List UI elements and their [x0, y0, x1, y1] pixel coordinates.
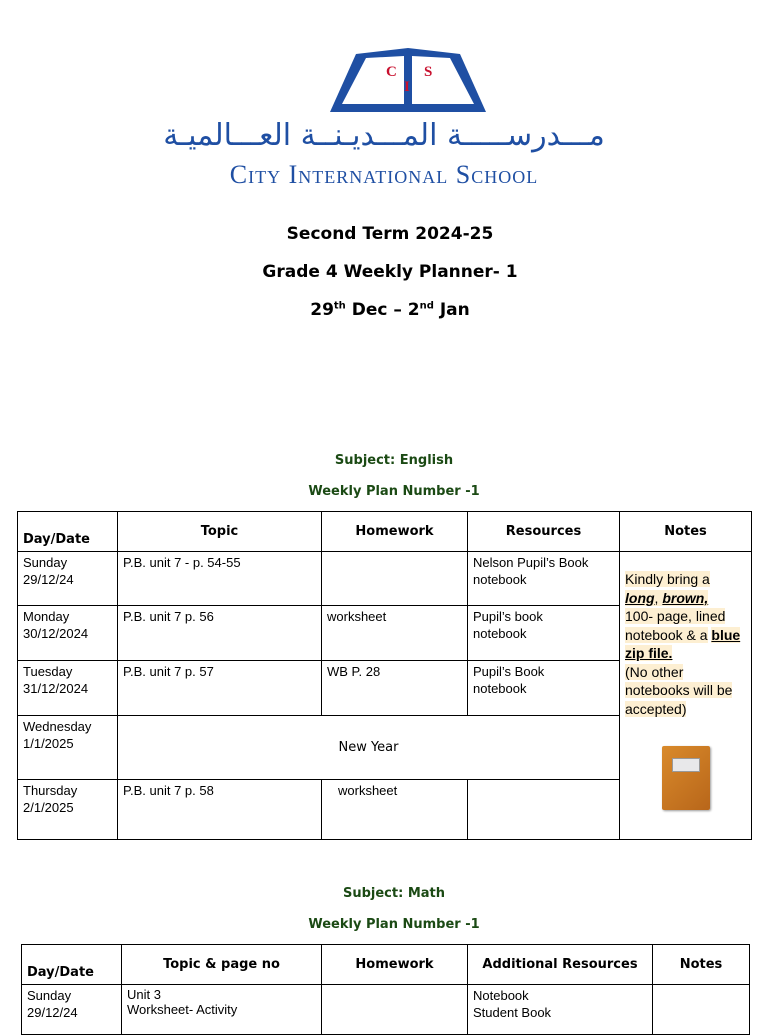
- logo-initial-c: C: [386, 64, 397, 80]
- date-range: 29th Dec – 2nd Jan: [310, 300, 470, 320]
- column-header-homework: Homework: [322, 512, 468, 552]
- topic-cell: Unit 3 Worksheet- Activity: [122, 985, 322, 1035]
- logo-initials: [328, 46, 488, 114]
- homework-cell: [322, 552, 468, 606]
- table-header-row: [18, 512, 752, 552]
- resources-cell: Nelson Pupil’s Book notebook: [468, 552, 620, 606]
- day-cell: Wednesday 1/1/2025: [18, 716, 118, 780]
- homework-cell: worksheet: [322, 780, 468, 840]
- planner-title: Grade 4 Weekly Planner- 1: [262, 262, 518, 282]
- brown-notebook-icon: [662, 746, 710, 810]
- column-header-topic: Topic: [118, 512, 322, 552]
- logo-initial-s: S: [424, 64, 433, 80]
- term-title: Second Term 2024-25: [286, 224, 494, 244]
- english-plan-table: [17, 511, 752, 840]
- table-header-row: [22, 945, 750, 985]
- day-cell: Sunday 29/12/24: [18, 552, 118, 606]
- table-row: [22, 985, 750, 1035]
- column-header-topic: Topic & page no: [122, 945, 322, 985]
- homework-cell: [322, 985, 468, 1035]
- topic-cell: P.B. unit 7 p. 57: [118, 661, 322, 716]
- column-header-resources: Additional Resources: [468, 945, 653, 985]
- resources-cell: [468, 780, 620, 840]
- column-header-notes: Notes: [620, 512, 752, 552]
- topic-cell: P.B. unit 7 p. 56: [118, 606, 322, 661]
- topic-cell: P.B. unit 7 p. 58: [118, 780, 322, 840]
- school-name-english: City International School: [229, 160, 539, 189]
- school-logo: [0, 40, 768, 200]
- english-plan-number: Weekly Plan Number -1: [308, 484, 480, 499]
- day-cell: Sunday 29/12/24: [22, 985, 122, 1035]
- notes-text: Kindly bring a long, brown, 100- page, lined notebook & a blue zip file. (No other notebooks will be accepted): [625, 571, 741, 717]
- column-header-resources: Resources: [468, 512, 620, 552]
- resources-cell: Notebook Student Book: [468, 985, 653, 1035]
- math-subject-heading: Subject: Math: [342, 886, 446, 901]
- resources-cell: Pupil’s Book notebook: [468, 661, 620, 716]
- notes-cell: [620, 552, 752, 840]
- english-subject-heading: Subject: English: [334, 453, 454, 468]
- column-header-notes: Notes: [653, 945, 750, 985]
- math-plan-table: [21, 944, 750, 1035]
- table-row: [18, 552, 752, 606]
- resources-cell: Pupil’s book notebook: [468, 606, 620, 661]
- column-header-day: Day/Date: [22, 945, 122, 985]
- notes-cell: [653, 985, 750, 1035]
- logo-initial-i: I: [404, 79, 410, 95]
- day-cell: Thursday 2/1/2025: [18, 780, 118, 840]
- school-name-arabic: مـــدرســـــة المـــديـنــة العـــالميـة: [163, 118, 605, 153]
- column-header-day: Day/Date: [18, 512, 118, 552]
- day-cell: Monday 30/12/2024: [18, 606, 118, 661]
- homework-cell: worksheet: [322, 606, 468, 661]
- topic-cell: P.B. unit 7 - p. 54-55: [118, 552, 322, 606]
- homework-cell: WB P. 28: [322, 661, 468, 716]
- holiday-cell: New Year: [118, 716, 620, 780]
- math-plan-number: Weekly Plan Number -1: [308, 917, 480, 932]
- day-cell: Tuesday 31/12/2024: [18, 661, 118, 716]
- column-header-homework: Homework: [322, 945, 468, 985]
